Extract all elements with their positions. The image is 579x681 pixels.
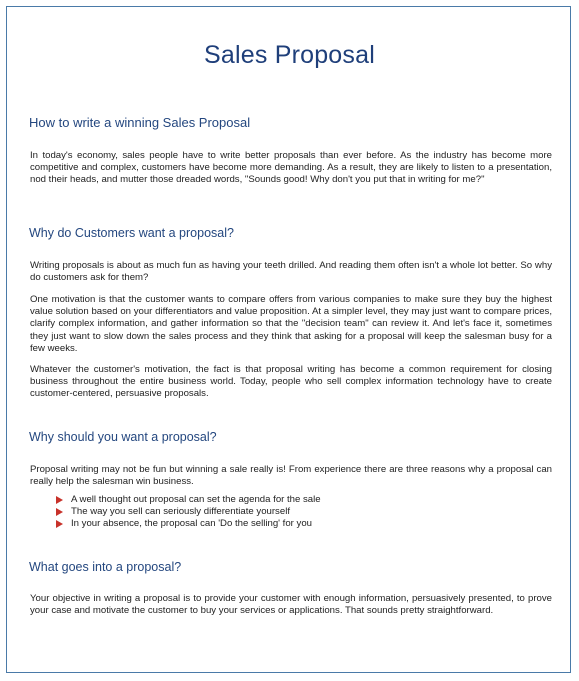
reasons-bullet-list: [54, 494, 321, 531]
red-triangle-arrow-icon: [56, 496, 63, 504]
list-item: [54, 506, 321, 518]
list-item-text: A well thought out proposal can set the agenda for the sale: [71, 494, 321, 505]
paragraph-objective: Your objective in writing a proposal is to provide your customer with enough information, persuasively presented, to prove your case and motivate the customer to buy your services or applications. That sounds pretty straightforward.: [30, 593, 552, 617]
paragraph-writing-proposals: Writing proposals is about as much fun as having your teeth drilled. And reading them often isn't a whole lot better. So why do customers ask for them?: [30, 260, 552, 284]
section-heading-how-to-write: How to write a winning Sales Proposal: [29, 115, 251, 130]
list-item-text: The way you sell can seriously differentiate yourself: [71, 506, 290, 518]
red-triangle-arrow-icon: [56, 508, 63, 516]
document-title: Sales Proposal: [204, 41, 375, 69]
section-heading-why-customers-want: Why do Customers want a proposal?: [29, 226, 234, 240]
list-item: [54, 494, 321, 506]
paragraph-whatever-motivation: Whatever the customer's motivation, the fact is that proposal writing has become a common requirement for closing business throughout the entire business world. Today, people who sell complex information technology have to create customer-centered, persuasive proposals.: [30, 364, 552, 400]
list-item: [54, 518, 321, 530]
section-heading-what-goes-into: What goes into a proposal?: [29, 560, 182, 574]
list-item-text: In your absence, the proposal can 'Do the selling' for you: [71, 518, 312, 530]
document-page: [6, 6, 571, 673]
paragraph-motivation: One motivation is that the customer wants to compare offers from various companies to make sure they buy the highest value solution based on your differentiators and value proposition. At a simpler level, they may just want to compare prices, clarify complex information, and gather information so that the "decision team" can review it. And let's face it, sometimes they just want to slow down the sales process and they think that asking for a proposal will keep the salesman busy for a few weeks.: [30, 294, 552, 354]
section-heading-why-should-you-want: Why should you want a proposal?: [29, 430, 217, 444]
paragraph-proposal-writing-fun: Proposal writing may not be fun but winning a sale really is! From experience there are three reasons why a proposal can really help the salesman win business.: [30, 464, 552, 488]
paragraph-economy: In today's economy, sales people have to write better proposals than ever before. As the industry has become more competitive and complex, customers have become more demanding. As a result, they are likely to listen to a presentation, nod their heads, and mutter those dreaded words, "Sounds good! Why don't you put that in writing for me?": [30, 150, 552, 186]
red-triangle-arrow-icon: [56, 520, 63, 528]
